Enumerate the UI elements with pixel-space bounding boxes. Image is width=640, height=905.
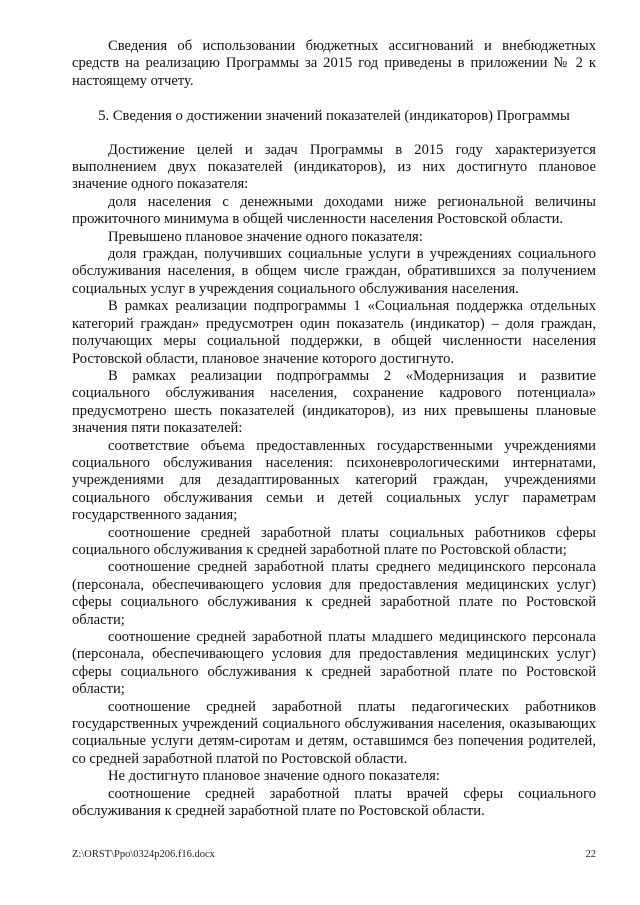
document-body: [72, 38, 596, 820]
section-heading: 5. Сведения о достижении значений показателей (индикаторов) Программы: [98, 108, 570, 125]
paragraph: соотношение средней заработной платы среднего медицинского персонала (персонала, обеспечивающего условия для предоставления медицинских услуг) сферы социального обслуживания к средней заработной плате по Ростовской области;: [72, 559, 596, 628]
paragraph: соотношение средней заработной платы врачей сферы социального обслуживания к средней заработной плате по Ростовской области.: [72, 785, 596, 820]
footer-file-path: Z:\ORST\Ppo\0324p206.f16.docx: [72, 849, 215, 860]
paragraph: соотношение средней заработной платы младшего медицинского персонала (персонала, обеспечивающего условия для предоставления медицинских услуг) сферы социального обслуживания к средней заработной плате по Ростовской области;: [72, 629, 596, 698]
paragraph: Достижение целей и задач Программы в 2015 году характеризуется выполнением двух показателей (индикаторов), из них достигнуто плановое значение одного показателя:: [72, 141, 596, 193]
paragraph: В рамках реализации подпрограммы 1 «Социальная поддержка отдельных категорий граждан» предусмотрен один показатель (индикатор) – доля граждан, получающих меры социальной поддержки, в общей численности населения Ростовской области, плановое значение которого достигнуто.: [72, 298, 596, 367]
paragraph: Не достигнуто плановое значение одного показателя:: [108, 768, 440, 785]
paragraph: доля граждан, получивших социальные услуги в учреждениях социального обслуживания населения, в общем числе граждан, обратившихся за получением социальных услуг в учреждения социального обслуживания населения.: [72, 246, 596, 297]
paragraph: соответствие объема предоставленных государственными учреждениями социального обслуживания населения: психоневрологическими интернатами, учреждениями для дезадаптированных категорий граждан, учреждениями социального обслуживания семьи и детей социальных услуг параметрам государственного задания;: [72, 437, 596, 524]
paragraph: Превышено плановое значение одного показателя:: [108, 228, 423, 245]
paragraph: соотношение средней заработной платы социальных работников сферы социального обслуживания к средней заработной плате по Ростовской области;: [72, 524, 596, 558]
paragraph: соотношение средней заработной платы педагогических работников государственных учреждений социального обслуживания населения, оказывающих социальные услуги детям-сиротам и детям, оставшимся без попечения родителей, со средней заработной платой по Ростовской области.: [72, 698, 596, 767]
paragraph-budget-info: Сведения об использовании бюджетных ассигнований и внебюджетных средств на реализацию Программы за 2015 год приведены в приложении № 2 к настоящему отчету.: [72, 38, 596, 89]
page-number: 22: [585, 849, 596, 860]
paragraph: доля населения с денежными доходами ниже региональной величины прожиточного минимума в общей численности населения Ростовской области.: [72, 193, 596, 228]
paragraph: В рамках реализации подпрограммы 2 «Модернизация и развитие социального обслуживания населения, сохранение кадрового потенциала» предусмотрено шесть показателей (индикаторов), из них превышены плановые значения пяти показателей:: [72, 367, 596, 437]
